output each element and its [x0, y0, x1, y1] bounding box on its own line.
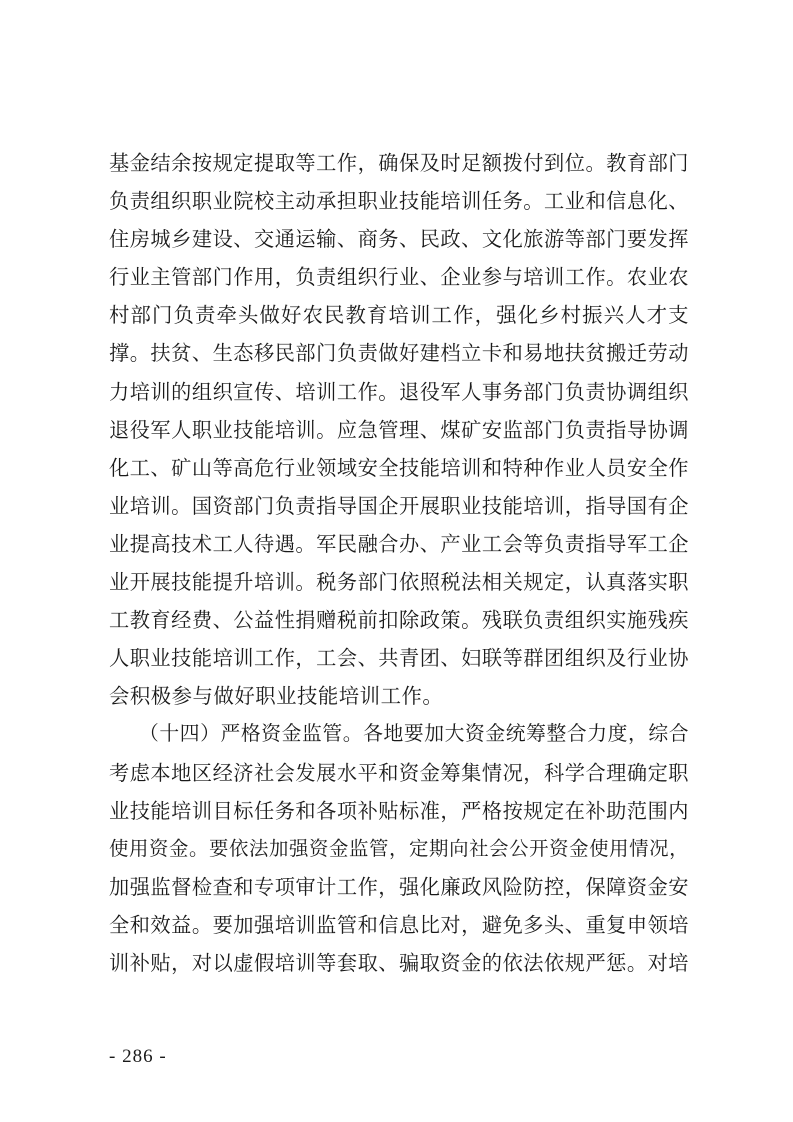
text-line: 训补贴，对以虚假培训等套取、骗取资金的依法依规严惩。对培 [109, 950, 689, 975]
text-line: 考虑本地区经济社会发展水平和资金筹集情况，科学合理确定职 [109, 760, 689, 785]
page-number: - 286 - [109, 1046, 167, 1067]
paragraph-1 [109, 144, 689, 715]
text-line: 撑。扶贫、生态移民部门负责做好建档立卡和易地扶贫搬迁劳动 [109, 341, 689, 366]
text-line: 业技能培训目标任务和各项补贴标准，严格按规定在补助范围内 [109, 798, 689, 823]
text-line: 工教育经费、公益性捐赠税前扣除政策。残联负责组织实施残疾 [109, 608, 689, 633]
text-line: 住房城乡建设、交通运输、商务、民政、文化旅游等部门要发挥 [109, 227, 689, 252]
text-line: 会积极参与做好职业技能培训工作。 [109, 684, 444, 709]
text-line: 使用资金。要依法加强资金监管，定期向社会公开资金使用情况， [109, 836, 689, 860]
text-line: 业提高技术工人待遇。军民融合办、产业工会等负责指导军工企 [109, 531, 689, 556]
text-line: 人职业技能培训工作，工会、共青团、妇联等群团组织及行业协 [109, 646, 689, 671]
text-line: 村部门负责牵头做好农民教育培训工作，强化乡村振兴人才支 [109, 303, 689, 328]
text-line: 退役军人职业技能培训。应急管理、煤矿安监部门负责指导协调 [109, 417, 689, 442]
text-line: 化工、矿山等高危行业领域安全技能培训和特种作业人员安全作 [109, 455, 689, 480]
section-heading-line: （十四）严格资金监管。各地要加大资金统筹整合力度，综合 [139, 722, 689, 746]
text-line: 业培训。国资部门负责指导国企开展职业技能培训，指导国有企 [109, 493, 689, 518]
text-line: 力培训的组织宣传、培训工作。退役军人事务部门负责协调组织 [109, 379, 689, 404]
text-line: 全和效益。要加强培训监管和信息比对，避免多头、重复申领培 [109, 912, 689, 937]
text-line: 行业主管部门作用，负责组织行业、企业参与培训工作。农业农 [109, 265, 689, 290]
text-line: 基金结余按规定提取等工作，确保及时足额拨付到位。教育部门 [109, 151, 689, 175]
text-line: 加强监督检查和专项审计工作，强化廉政风险防控，保障资金安 [109, 874, 689, 899]
text-line: 业开展技能提升培训。税务部门依照税法相关规定，认真落实职 [109, 570, 689, 595]
text-line: 负责组织职业院校主动承担职业技能培训任务。工业和信息化、 [109, 189, 689, 214]
paragraph-2 [109, 715, 689, 982]
body-text [109, 144, 689, 982]
